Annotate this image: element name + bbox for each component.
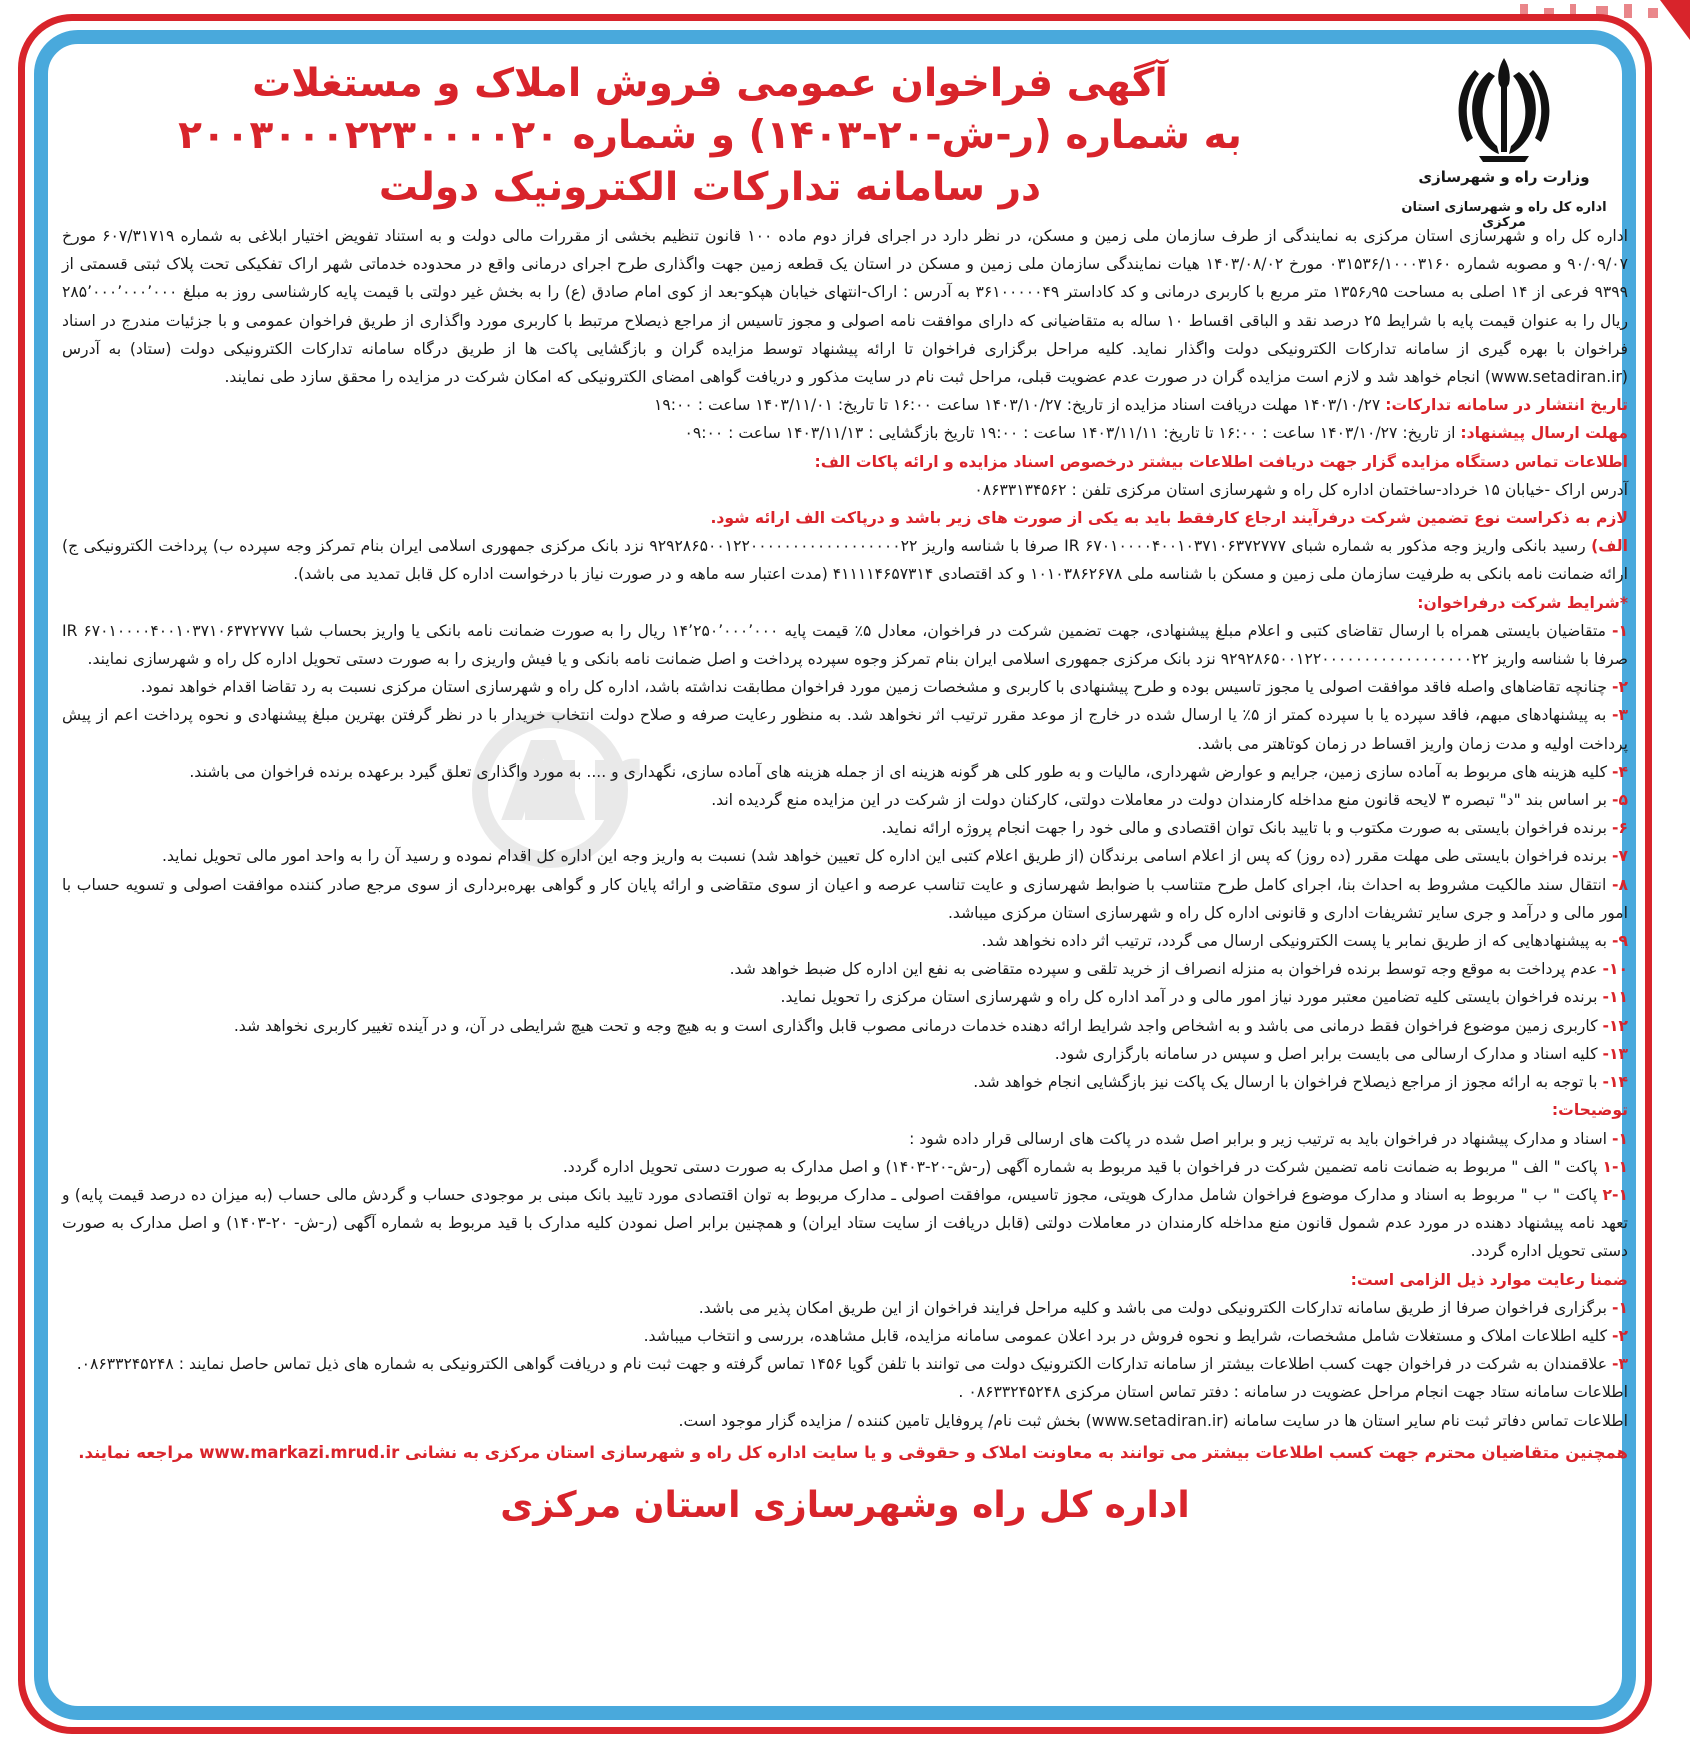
intro-paragraph: اداره کل راه و شهرسازی استان مرکزی به نمایندگی از طرف سازمان ملی زمین و مسکن، در نظر دارد در اجرای فراز دوم ماده ۱۰۰ قانون تنظیم بخشی از مقررات مالی دولت و به استناد تفویض اختیار ابلاغی به شماره ۶۰۷/۳۱۷۱۹ مورخ ۹۰/۰۹/۰۷ و مصوبه شماره ۰۳۱۵۳۶/۱۰۰۰۳۱۶۰ مورخ ۱۴۰۳/۰۸/۰۲ هیات نمایندگی سازمان ملی زمین و مسکن در استان یک قطعه زمین جهت واگذاری طرح اجرای درمانی واقع در محدوده خدماتی شهر اراک تفکیکی تحت پلاک ثبتی قسمتی از ۹۳۹۹ فرعی از ۱۴ اصلی به مساحت ۱۳۵۶٫۹۵ متر مربع با کاربری درمانی و کد کاداستر ۳۶۱۰۰۰۰۰۴۹ به آدرس : اراک-انتهای خیابان هپکو-بعد از کوی امام صادق (ع) را به بخش غیر دولتی با قیمت پایه کارشناسی روز به مبلغ ۲۸۵٬۰۰۰٬۰۰۰٬۰۰۰ ریال را به عنوان قیمت پایه با شرایط ۲۵ درصد نقد و الباقی اقساط ۱۰ ساله به متقاضیانی که دارای موافقت نامه اصولی و مجوز تاسیس از مراجع ذیصلاح مرتبط با کاربری مورد واگذاری از طریق فراخوان عمومی و با جزئیات مندرج در اسناد فراخوان با بهره گیری از سامانه تدارکات الکترونیکی دولت واگذار نماید. کلیه مراحل برگزاری فراخوان تا ارائه پیشنهاد توسط مزایده گران و بازگشایی پاکت ها از طریق درگاه سامانه تدارکات الکترونیکی دولت (ستاد) به آدرس (www.setadiran.ir) انجام خواهد شد و لازم است مزایده گران در صورت عدم عضویت قبلی، مراحل ثبت نام در سایت مذکور و دریافت گواهی امضای الکترونیکی که امکان شرکت در مزایده را محقق سازد طی نمایند.: [62, 227, 1628, 387]
ministry-logo: [1384, 52, 1624, 230]
condition-item: [62, 1068, 1628, 1096]
condition-item-number: ۶-: [1611, 819, 1628, 838]
publish-date-label: تاریخ انتشار در سامانه تدارکات:: [1385, 396, 1628, 415]
mandatory-heading: ضمنا رعایت موارد ذیل الزامی است:: [1350, 1270, 1628, 1289]
header: [62, 52, 1628, 230]
signature: اداره کل راه وشهرسازی استان مرکزی: [500, 1484, 1190, 1526]
mandatory-item-text: برگزاری فراخوان صرفا از طریق سامانه تدارکات الکترونیکی دولت می باشد و کلیه مراحل فرایند فراخوان از این طریق امکان پذیر می باشد.: [698, 1298, 1608, 1317]
conditions-heading: *شرایط شرکت درفراخوان:: [1417, 593, 1628, 612]
announcement-page: [62, 52, 1628, 1702]
iran-emblem-icon: [1449, 52, 1559, 164]
condition-item-number: ۹-: [1611, 932, 1628, 951]
condition-item-number: ۱۰-: [1602, 960, 1628, 979]
note-item-text: اسناد و مدارک پیشنهاد در فراخوان باید به ترتیب زیر و برابر اصل شده در پاکت های ارسالی قرار داده شود :: [909, 1129, 1608, 1148]
condition-item-number: ۲-: [1611, 678, 1628, 697]
mandatory-item-text: علاقمندان به شرکت در فراخوان جهت کسب اطلاعات بیشتر از سامانه تدارکات الکترونیک دولت می توانند با تلفن گویا ۱۴۵۶ تماس گرفته و جهت ثبت نام و دریافت گواهی الکترونیکی به شماره های ذیل تماس حاصل نمایند : ۰۸۶۳۳۲۴۵۲۴۸.: [76, 1355, 1608, 1374]
condition-item-text: به پیشنهادهای مبهم، فاقد سپرده یا با سپرده کمتر از ۵٪ یا ارسال شده در خارج از موعد مقرر ترتیب اثر نخواهد شد. به منظور رعایت صرفه و صلاح دولت انتخاب خریدار با در نظر گرفتن بهترین مبلغ پیشنهادی و نحوه پرداخت اعم از پیش پرداخت اولیه و مدت زمان واریز اقساط در زمان کوتاهتر می باشد.: [62, 706, 1628, 753]
note-item-number: ۲-۱: [1602, 1185, 1628, 1204]
announcement-body: [62, 222, 1628, 1435]
title-block: [62, 58, 1358, 214]
mandatory-item-number: ۳-: [1611, 1355, 1628, 1374]
deadline-label: مهلت ارسال پیشنهاد:: [1460, 424, 1628, 443]
svg-text:Ar: Ar: [500, 718, 640, 846]
footer-note: همچنین متقاضیان محترم جهت کسب اطلاعات بیشتر می توانند به معاونت املاک و حقوقی و یا سایت اداره کل راه و شهرسازی استان مرکزی به نشانی www.markazi.mrud.ir مراجعه نمایند.: [78, 1442, 1628, 1462]
condition-item-text: برنده فراخوان بایستی طی مهلت مقرر (ده روز) که پس از اعلام اسامی برندگان (از طریق اعلام کتبی این اداره کل تعیین خواهد شد) نسبت به واریز وجه این اداره کل اقدام نموده و رسید آن را به واحد امور مالی تحویل نماید.: [162, 847, 1608, 866]
condition-item: [62, 673, 1628, 701]
department-name: اداره کل راه و شهرسازی استان مرکزی: [1401, 200, 1607, 230]
setad-info: اطلاعات سامانه ستاد جهت انجام مراحل عضویت در سامانه : دفتر تماس استان مرکزی ۰۸۶۳۳۲۴۵۲۴۸ .: [958, 1383, 1628, 1402]
registration-info: اطلاعات تماس دفاتر ثبت نام سایر استان ها در سایت سامانه (www.setadiran.ir) بخش ثبت نام/ پروفایل تامین کننده / مزایده گزار موجود است.: [678, 1411, 1628, 1430]
title-line-1: آگهی فراخوان عمومی فروش املاک و مستغلات: [252, 61, 1168, 106]
mandatory-item: [62, 1294, 1628, 1322]
condition-item-number: ۱۱-: [1602, 988, 1628, 1007]
condition-item: [62, 983, 1628, 1011]
guarantee-label: الف): [1591, 537, 1628, 556]
mandatory-list: [62, 1294, 1628, 1379]
notes-heading: توضیحات:: [1551, 1101, 1628, 1120]
condition-item-number: ۴-: [1611, 762, 1628, 781]
contact-address: آدرس اراک -خیابان ۱۵ خرداد-ساختمان اداره کل راه و شهرسازی استان مرکزی تلفن : ۰۸۶۳۳۱۳۴۵۶۲: [974, 480, 1628, 499]
note-item-text: پاکت " ب " مربوط به اسناد و مدارک موضوع فراخوان شامل مدارک هویتی، مجوز تاسیس، موافقت اصولی ـ مدارک مربوط به توان اقتصادی مورد تایید بانک مبنی بر موجودی حساب و گردش مالی حساب (به میزان ده درصد قیمت پایه) و تعهد نامه پیشنهاد دهنده در مورد عدم شمول قانون منع مداخله کارمندان در معاملات دولتی (قابل دریافت از سایت ستاد ایران) و همچنین برابر اصل نمودن کلیه مدارک با قید مربوط به شماره آگهی (ر-ش- ۲۰-۱۴۰۳) و اصل مدارک به صورت دستی تحویل اداره گردد.: [62, 1185, 1628, 1261]
deadline-text: از تاریخ: ۱۴۰۳/۱۰/۲۷ ساعت : ۱۶:۰۰ تا تاریخ: ۱۴۰۳/۱۱/۱۱ ساعت : ۱۹:۰۰ تاریخ بازگشایی : ۱۴۰۳/۱۱/۱۳ ساعت : ۰۹:۰۰: [684, 424, 1456, 443]
note-item: [62, 1153, 1628, 1181]
title-line-2: به شماره (ر-ش-۲۰-۱۴۰۳) و شماره ۲۰۰۳۰۰۰۲۲۳۰۰۰۰۲۰: [178, 113, 1242, 158]
condition-item: [62, 617, 1628, 673]
condition-item: [62, 814, 1628, 842]
note-item: [62, 1181, 1628, 1266]
corner-decoration: [1460, 0, 1690, 40]
publish-date-text: ۱۴۰۳/۱۰/۲۷ مهلت دریافت اسناد مزایده از تاریخ: ۱۴۰۳/۱۰/۲۷ ساعت ۱۶:۰۰ تا تاریخ: ۱۴۰۳/۱۱/۰۱ ساعت : ۱۹:۰۰: [654, 396, 1381, 415]
condition-item-text: چنانچه تقاضاهای واصله فاقد موافقت اصولی یا مجوز تاسیس بوده و طرح پیشنهادی با کاربری و مشخصات زمین مورد فراخوان مطابقت نداشته باشد، اداره کل راه و شهرسازی استان مرکزی نسبت به رد تقاضا اقدام خواهد نمود.: [140, 678, 1608, 697]
guarantee-text: رسید بانکی واریز وجه مذکور به شماره شبای IR ۶۷۰۱۰۰۰۰۴۰۰۱۰۳۷۱۰۶۳۷۲۷۷۷ صرفا با شناسه واریز ۹۲۹۲۸۶۵۰۰۱۲۲۰۰۰۰۰۰۰۰۰۰۰۰۰۰۰۰۰۰۲۲ نزد بانک مرکزی جمهوری اسلامی ایران بنام تمرکز وجه سپرده ب) پرداخت الکترونیکی ج) ارائه ضمانت نامه بانکی به طرفیت سازمان ملی زمین و مسکن با شناسه ملی ۱۰۱۰۳۸۶۲۶۷۸ و کد اقتصادی ۴۱۱۱۱۴۶۵۷۳۱۴ (مدت اعتبار سه ماهه و در صورت نیاز با درخواست اداره کل قابل تمدید می باشد).: [62, 537, 1628, 584]
condition-item-text: انتقال سند مالکیت مشروط به احداث بنا، اجرای کامل طرح متناسب با ضوابط شهرسازی و عایت تناسب عرصه و اعیان از سوی متقاضی و ارائه پایان کار و گواهی بهره‌برداری از سوی مرجع صادر کننده موافقت اصولی و تسویه حساب با امور مالی و درآمد و جری سایر تشریفات اداری و قانونی اداره کل راه و شهرسازی استان مرکزی میباشد.: [62, 875, 1628, 922]
guarantee-paragraph: [62, 532, 1628, 588]
condition-item-number: ۳-: [1611, 706, 1628, 725]
condition-item: [62, 1012, 1628, 1040]
note-item-text: پاکت " الف " مربوط به ضمانت نامه تضمین شرکت در فراخوان با قید مربوط به شماره آگهی (ر-ش-۲۰-۱۴۰۳) و اصل مدارک به صورت دستی تحویل اداره گردد.: [562, 1157, 1598, 1176]
condition-item-text: به پیشنهادهایی که از طریق نمابر یا پست الکترونیکی ارسال می گردد، ترتیب اثر داده نخواهد شد.: [981, 932, 1608, 951]
mandatory-item-text: کلیه اطلاعات املاک و مستغلات شامل مشخصات، شرایط و نحوه فروش در برد اعلان عمومی سامانه مزایده، قابل مشاهده، بررسی و انتخاب میباشد.: [643, 1326, 1608, 1345]
condition-item-number: ۸-: [1611, 875, 1628, 894]
publish-date-row: [62, 391, 1628, 419]
condition-item-number: ۱۲-: [1602, 1016, 1628, 1035]
ministry-name: وزارت راه و شهرسازی: [1418, 168, 1590, 186]
condition-item: [62, 927, 1628, 955]
condition-item-text: کلیه هزینه های مربوط به آماده سازی زمین، جرایم و عوارض شهرداری، مالیات و به طور کلی هر گونه هزینه ای از جمله هزینه های آماده سازی، نگهداری و .... به مورد واگذاری تعلق گیرد برعهده برنده فراخوان می باشند.: [189, 762, 1608, 781]
conditions-list: [62, 617, 1628, 1096]
condition-item-text: برنده فراخوان بایستی به صورت مکتوب و با تایید بانک توان اقتصادی و مالی خود را جهت انجام پروژه ارائه نماید.: [881, 819, 1608, 838]
condition-item: [62, 871, 1628, 927]
mandatory-item-number: ۲-: [1611, 1326, 1628, 1345]
condition-item: [62, 1040, 1628, 1068]
mandatory-item: [62, 1322, 1628, 1350]
condition-item-number: ۱-: [1612, 621, 1629, 640]
condition-item: [62, 701, 1628, 757]
condition-item-text: بر اساس بند "د" تبصره ۳ لایحه قانون منع مداخله کارمندان دولت در معاملات دولتی، کارکنان دولت از شرکت در این مزایده منع گردیده اند.: [711, 791, 1608, 810]
condition-item: [62, 786, 1628, 814]
note-item-number: ۱-۱: [1602, 1157, 1628, 1176]
condition-item-text: کلیه اسناد و مدارک ارسالی می بایست برابر اصل و سپس در سامانه بارگزاری شود.: [1054, 1044, 1598, 1063]
condition-item-text: با توجه به ارائه مجوز از مراجع ذیصلاح فراخوان با ارسال یک پاکت نیز بازگشایی انجام خواهد شد.: [973, 1073, 1598, 1092]
title-line-3: در سامانه تدارکات الکترونیک دولت: [378, 165, 1042, 210]
condition-item-text: متقاضیان بایستی همراه با ارسال تقاضای کتبی و اعلام مبلغ پیشنهادی، جهت تضمین شرکت در فراخوان، معادل ۵٪ قیمت پایه ۱۴٬۲۵۰٬۰۰۰٬۰۰۰ ریال را به صورت ضمانت نامه بانکی یا واریز بحساب شبا IR ۶۷۰۱۰۰۰۰۴۰۰۱۰۳۷۱۰۶۳۷۲۷۷۷ صرفا با شناسه واریز ۹۲۹۲۸۶۵۰۰۱۲۲۰۰۰۰۰۰۰۰۰۰۰۰۰۰۰۰۰۰۲۲ نزد بانک مرکزی جمهوری اسلامی ایران بنام تمرکز وجوه سپرده پرداخت و اصل ضمانت نامه بانکی و یا فیش واریزی را به صورت دستی تحویل اداره کل راه و شهرسازی نمایند.: [62, 621, 1628, 669]
condition-item-number: ۵-: [1611, 791, 1628, 810]
condition-item-number: ۱۳-: [1602, 1044, 1628, 1063]
mandatory-item-number: ۱-: [1611, 1298, 1628, 1317]
notes-list: [62, 1125, 1628, 1266]
condition-item-number: ۷-: [1611, 847, 1628, 866]
deadline-row: [62, 419, 1628, 447]
condition-item-text: عدم پرداخت به موقع وجه توسط برنده فراخوان به منزله انصراف از خرید تلقی و سپرده متقاضی به نفع این اداره کل ضبط خواهد شد.: [729, 960, 1598, 979]
condition-item-text: کاربری زمین موضوع فراخوان فقط درمانی می باشد و به اشخاص واجد شرایط ارائه دهنده خدمات درمانی مصوب قابل واگذاری است و به هیچ وجه و تحت هیچ شرایطی در آن، و در آینده تغییر کاربری نخواهد شد.: [233, 1016, 1598, 1035]
condition-item-text: برنده فراخوان بایستی کلیه تضامین معتبر مورد نیاز امور مالی و در آمد اداره کل راه و شهرسازی استان مرکزی را تحویل نماید.: [780, 988, 1598, 1007]
note-item-number: ۱-: [1611, 1129, 1628, 1148]
condition-item: [62, 758, 1628, 786]
contact-heading: اطلاعات تماس دستگاه مزایده گزار جهت دریافت اطلاعات بیشتر درخصوص اسناد مزایده و ارائه پاکات الف:: [814, 452, 1628, 471]
condition-item-number: ۱۴-: [1602, 1073, 1628, 1092]
condition-item: [62, 955, 1628, 983]
note-item: [62, 1125, 1628, 1153]
guarantee-heading: لازم به ذکراست نوع تضمین شرکت درفرآیند ارجاع کارفقط باید به یکی از صورت های زیر باشد و درپاکت الف ارائه شود.: [710, 509, 1628, 528]
condition-item: [62, 842, 1628, 870]
mandatory-item: [62, 1350, 1628, 1378]
